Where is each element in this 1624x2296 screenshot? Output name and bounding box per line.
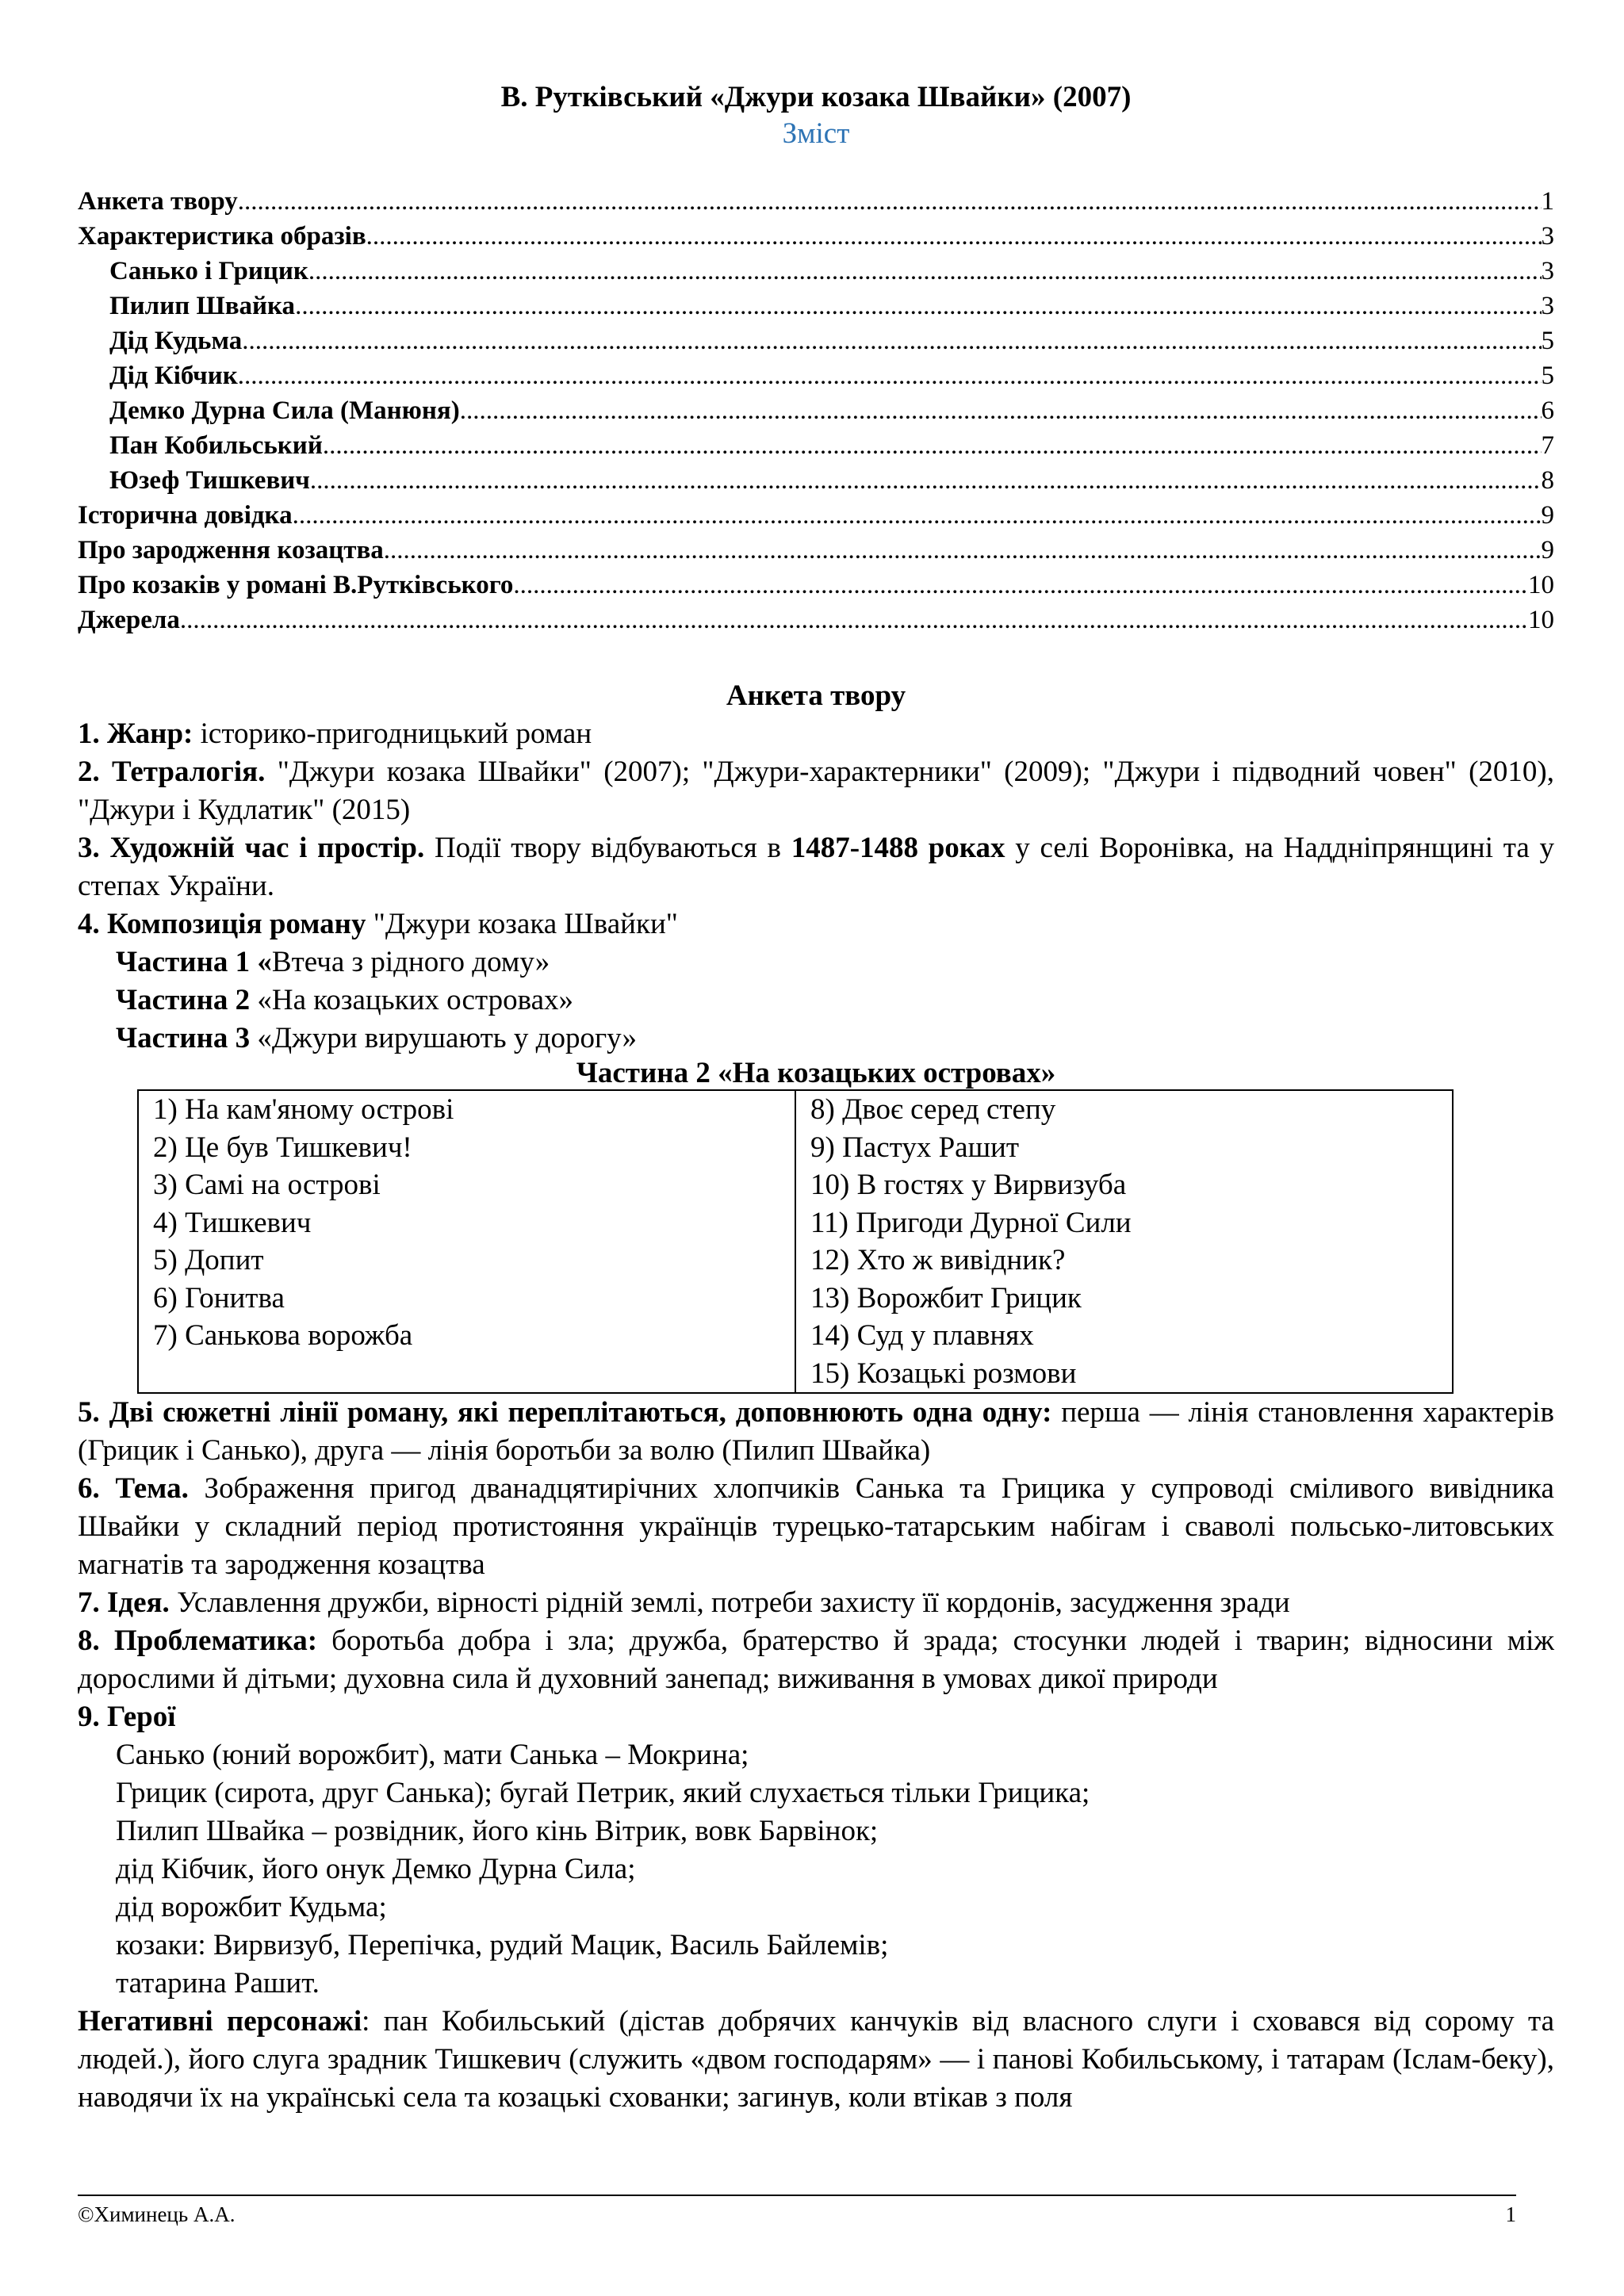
toc-leader-dots (293, 498, 1542, 533)
part-1-line: Частина 1 «Втеча з рідного дому» (116, 946, 550, 978)
heroes-heading: 9. Герої (78, 1701, 176, 1733)
chapter-item: 15) Козацькі розмови (810, 1357, 1077, 1390)
toc-entry-page: 10 (1528, 571, 1554, 599)
toc-leader-dots (513, 568, 1528, 603)
toc-entry[interactable] (78, 533, 1554, 568)
theme-paragraph: 6. Тема. Зображення пригод дванадцятирічних хлопчиків Санька та Грицика у супроводі сміливого вивідника Швайки у складний період протистояння українців турецько-татарським набігам і сваволі польсько-литовських магнатів та зародження козацтва (78, 1472, 1554, 1581)
problems-paragraph: 8. Проблематика: боротьба добра і зла; дружба, братерство й зрада; стосунки людей і тварин; відносини між дорослими й дітьми; духовна сила й духовний занепад; виживання в умовах дикої природи (78, 1624, 1555, 1695)
chapter-item: 12) Хто ж вивідник? (810, 1244, 1066, 1276)
plotlines-paragraph: 5. Дві сюжетні лінії роману, які переплітаються, доповнюють одна одну: перша — лінія становлення характерів (Грицик і Санько), друга — лінія боротьби за волю (Пилип Швайка) (78, 1396, 1555, 1467)
toc-entry-label: Анкета твору (78, 187, 238, 216)
toc-entry-label: Дід Кібчик (109, 362, 238, 390)
footer-page-number: 1 (1505, 2202, 1516, 2226)
toc-entry-label: Пан Кобильський (109, 431, 323, 460)
part-3-line: Частина 3 «Джури вирушають у дорогу» (116, 1022, 638, 1054)
chapter-item: 2) Це був Тишкевич! (153, 1131, 412, 1164)
chapter-item: 5) Допит (153, 1244, 264, 1276)
heroes-list (78, 1736, 1554, 2003)
toc-leader-dots (366, 219, 1542, 254)
toc-entry[interactable] (78, 463, 1554, 498)
footer-divider (78, 2195, 1516, 2196)
toc-entry-label: Про зародження козацтва (78, 536, 384, 564)
chapter-item: 1) На кам'яному острові (153, 1093, 454, 1126)
negative-characters-paragraph: Негативні персонажі: пан Кобильський (дістав добрячих канчуків від власного слуги і сховався від сорому та людей.), його слуга зрадник Тишкевич (служить «двом господарям» — і панові Кобильському, і татарам (Іслам-беку), наводячи їх на українські села та козацькі схованки; загинув, коли втікав з поля (78, 2005, 1554, 2114)
document-title: В. Рутківський «Джури козака Швайки» (2007) (500, 81, 1132, 113)
hero-line: татарина Рашит. (116, 1967, 320, 1999)
toc-entry-label: Санько і Грицик (109, 257, 308, 285)
toc-entry-page: 3 (1541, 292, 1554, 320)
toc-leader-dots (238, 184, 1542, 219)
toc-entry-label: Характеристика образів (78, 222, 366, 251)
toc-entry-page: 9 (1541, 536, 1554, 564)
chapter-item: 3) Самі на острові (153, 1169, 381, 1201)
composition-line: 4. Композиція роману "Джури козака Швайки" (78, 908, 678, 940)
chapters-table (137, 1089, 1454, 1394)
toc-entry-page: 5 (1541, 362, 1554, 390)
chapter-item: 14) Суд у плавнях (810, 1319, 1034, 1352)
toc-entry[interactable] (78, 603, 1554, 637)
toc-entry-label: Джерела (78, 606, 180, 634)
toc-entry[interactable] (78, 568, 1554, 603)
toc-entry-label: Пилип Швайка (109, 292, 296, 320)
hero-line: Грицик (сирота, друг Санька); бугай Петрик, який слухається тільки Грицика; (116, 1777, 1090, 1809)
chapter-item: 11) Пригоди Дурної Сили (810, 1206, 1132, 1239)
hero-line: Пилип Швайка – розвідник, його кінь Вітрик, вовк Барвінок; (116, 1815, 879, 1847)
toc-entry-label: Про козаків у романі В.Рутківського (78, 571, 514, 599)
genre-line: 1. Жанр: історико-пригодницький роман (78, 718, 592, 750)
toc-leader-dots (242, 323, 1541, 358)
toc-heading: Зміст (782, 117, 850, 150)
toc-entry-page: 6 (1541, 396, 1554, 425)
toc-leader-dots (460, 393, 1542, 428)
toc-entry[interactable] (78, 289, 1554, 323)
chapter-item: 8) Двоє серед степу (810, 1093, 1056, 1126)
toc-entry-page: 7 (1541, 431, 1554, 460)
toc-leader-dots (308, 254, 1542, 289)
anketa-heading: Анкета твору (726, 679, 906, 712)
toc-entry[interactable] (78, 393, 1554, 428)
toc-leader-dots (295, 289, 1541, 323)
chapter-item: 13) Ворожбит Грицик (810, 1281, 1082, 1314)
toc-entry[interactable] (78, 428, 1554, 463)
chapter-item: 9) Пастух Рашит (810, 1131, 1020, 1164)
chapters-left-column (138, 1090, 795, 1393)
toc-entry-label: Юзеф Тишкевич (109, 466, 310, 495)
toc-leader-dots (384, 533, 1542, 568)
toc-leader-dots (310, 463, 1542, 498)
toc-leader-dots (323, 428, 1542, 463)
toc-leader-dots (180, 603, 1528, 637)
hero-line: дід Кібчик, його онук Демко Дурна Сила; (116, 1853, 636, 1885)
toc-entry-page: 3 (1541, 257, 1554, 285)
toc-entry-page: 10 (1528, 606, 1554, 634)
toc-entry-page: 9 (1541, 501, 1554, 530)
toc-entry[interactable] (78, 323, 1554, 358)
toc-entry-label: Демко Дурна Сила (Манюня) (109, 396, 460, 425)
toc-entry[interactable] (78, 498, 1554, 533)
toc-leader-dots (238, 358, 1542, 393)
hero-line: Санько (юний ворожбит), мати Санька – Мокрина; (116, 1739, 749, 1771)
tetralogy-paragraph: 2. Тетралогія. "Джури козака Швайки" (2007); "Джури-характерники" (2009); "Джури і підводний човен" (2010), "Джури і Кудлатик" (2015) (78, 756, 1554, 826)
toc-entry[interactable] (78, 219, 1554, 254)
chapter-item: 7) Санькова ворожба (153, 1319, 413, 1352)
hero-line: дід ворожбит Кудьма; (116, 1891, 387, 1923)
page-footer (78, 2201, 1516, 2228)
toc-entry[interactable] (78, 358, 1554, 393)
toc-entry-page: 3 (1541, 222, 1554, 251)
toc-entry[interactable] (78, 184, 1554, 219)
chapter-item: 10) В гостях у Вирвизуба (810, 1169, 1127, 1201)
toc-entry[interactable] (78, 254, 1554, 289)
toc-entry-page: 5 (1541, 327, 1554, 355)
toc-entry-label: Історична довідка (78, 501, 293, 530)
chapters-table-title: Частина 2 «На козацьких островах» (576, 1057, 1056, 1089)
idea-paragraph: 7. Ідея. Уславлення дружби, вірності рідній землі, потреби захисту її кордонів, засудження зради (78, 1586, 1290, 1619)
chapters-right-column (795, 1090, 1453, 1393)
footer-author: ©Химинець А.А. (78, 2202, 236, 2226)
table-of-contents (78, 184, 1554, 637)
chapter-item: 6) Гонитва (153, 1281, 285, 1314)
toc-entry-page: 8 (1541, 466, 1554, 495)
part-2-line: Частина 2 «На козацьких островах» (116, 984, 573, 1016)
time-space-paragraph: 3. Художній час і простір. Події твору відбуваються в 1487-1488 роках у селі Воронівка, на Наддніпрянщині та у степах України. (78, 832, 1554, 902)
toc-entry-page: 1 (1541, 187, 1554, 216)
hero-line: козаки: Вирвизуб, Перепічка, рудий Мацик, Василь Байлемів; (116, 1929, 889, 1961)
toc-entry-label: Дід Кудьма (109, 327, 243, 355)
chapter-item: 4) Тишкевич (153, 1206, 312, 1239)
document-page (78, 79, 1554, 2117)
